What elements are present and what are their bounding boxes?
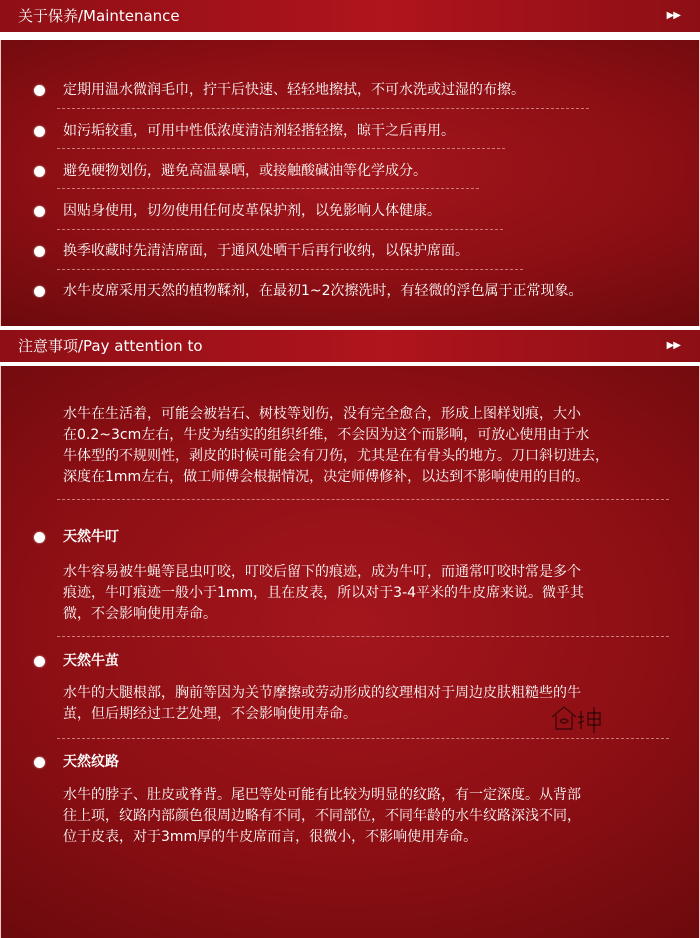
section-heading: 天然牛叮 bbox=[63, 529, 119, 545]
intro-line: 水牛在生活着，可能会被岩石、树枝等划伤，没有完全愈合，形成上图样划痕，大小 bbox=[63, 406, 581, 422]
bullet-dot-icon bbox=[34, 85, 45, 96]
list-item bbox=[1, 201, 700, 241]
maintenance-header bbox=[0, 0, 700, 32]
section-line: 茧，但后期经过工艺处理，不会影响使用寿命。 bbox=[63, 706, 357, 722]
list-item bbox=[1, 161, 700, 201]
intro-paragraph bbox=[63, 404, 683, 488]
section-line: 微，不会影响使用寿命。 bbox=[63, 606, 217, 622]
section-line: 水牛的大腿根部，胸前等因为关节摩擦或劳动形成的纹理相对于周边皮肤粗糙些的牛 bbox=[63, 685, 581, 701]
bullet-dot-icon bbox=[34, 126, 45, 137]
divider bbox=[57, 269, 523, 270]
maintenance-item-text: 水牛皮席采用天然的植物鞣剂，在最初1~2次擦洗时，有轻微的浮色属于正常现象。 bbox=[63, 283, 583, 299]
divider bbox=[57, 108, 589, 109]
section-line: 水牛容易被牛蝇等昆虫叮咬，叮咬后留下的痕迹，成为牛叮，而通常叮咬时常是多个 bbox=[63, 564, 581, 580]
bullet-dot-icon bbox=[34, 757, 45, 768]
divider bbox=[57, 499, 669, 500]
divider bbox=[57, 738, 669, 739]
bullet-dot-icon bbox=[34, 166, 45, 177]
section-paragraph bbox=[63, 562, 683, 625]
maintenance-item-text: 如污垢较重，可用中性低浓度清洁剂轻揩轻擦，晾干之后再用。 bbox=[63, 123, 455, 139]
list-item bbox=[1, 121, 700, 161]
double-arrow-icon: ▶▶ bbox=[666, 340, 680, 351]
section-line: 往上项，纹路内部颜色很周边略有不同，不同部位，不同年龄的水牛纹路深浅不同， bbox=[63, 808, 581, 824]
attention-title: 注意事项/Pay attention to bbox=[18, 337, 203, 355]
section-line: 痕迹，牛叮痕迹一般小于1mm，且在皮表，所以对于3-4平米的牛皮席来说。微乎其 bbox=[63, 585, 585, 601]
divider bbox=[57, 636, 669, 637]
section-heading: 天然纹路 bbox=[63, 754, 119, 770]
bullet-dot-icon bbox=[34, 286, 45, 297]
divider bbox=[57, 229, 503, 230]
section-heading: 天然牛茧 bbox=[63, 653, 119, 669]
attention-header bbox=[0, 330, 700, 362]
maintenance-item-text: 因贴身使用，切勿使用任何皮革保护剂，以免影响人体健康。 bbox=[63, 203, 441, 219]
section-line: 位于皮表，对于3mm厚的牛皮席而言，很微小，不影响使用寿命。 bbox=[63, 829, 478, 845]
list-item bbox=[1, 241, 700, 281]
intro-line: 在0.2~3cm左右，牛皮为结实的组织纤维，不会因为这个而影响，可放心使用由于水 bbox=[63, 427, 590, 443]
section-paragraph bbox=[63, 785, 683, 848]
attention-panel bbox=[0, 366, 700, 938]
bullet-dot-icon bbox=[34, 532, 45, 543]
bullet-dot-icon bbox=[34, 246, 45, 257]
maintenance-item-text: 换季收藏时先清洁席面，于通风处晒干后再行收纳，以保护席面。 bbox=[63, 243, 469, 259]
section-line: 水牛的脖子、肚皮或脊背。尾巴等处可能有比较为明显的纹路，有一定深度。从背部 bbox=[63, 787, 581, 803]
maintenance-item-text: 定期用温水微润毛巾，拧干后快速、轻轻地擦拭，不可水洗或过湿的布擦。 bbox=[63, 82, 525, 98]
maintenance-panel bbox=[0, 40, 700, 326]
bullet-dot-icon bbox=[34, 656, 45, 667]
watermark-logo bbox=[548, 703, 608, 735]
divider bbox=[57, 148, 505, 149]
double-arrow-icon: ▶▶ bbox=[666, 10, 680, 21]
bullet-dot-icon bbox=[34, 206, 45, 217]
list-item bbox=[1, 80, 700, 120]
divider bbox=[57, 188, 479, 189]
list-item bbox=[1, 281, 700, 321]
maintenance-title: 关于保养/Maintenance bbox=[18, 7, 180, 25]
maintenance-item-text: 避免硬物划伤，避免高温暴晒，或接触酸碱油等化学成分。 bbox=[63, 163, 427, 179]
intro-line: 牛体型的不规则性，剥皮的时候可能会有刀伤，尤其是在有骨头的地方。刀口斜切进去， bbox=[63, 448, 609, 464]
intro-line: 深度在1mm左右，做工师傅会根据情况，决定师傅修补，以达到不影响使用的目的。 bbox=[63, 469, 590, 485]
